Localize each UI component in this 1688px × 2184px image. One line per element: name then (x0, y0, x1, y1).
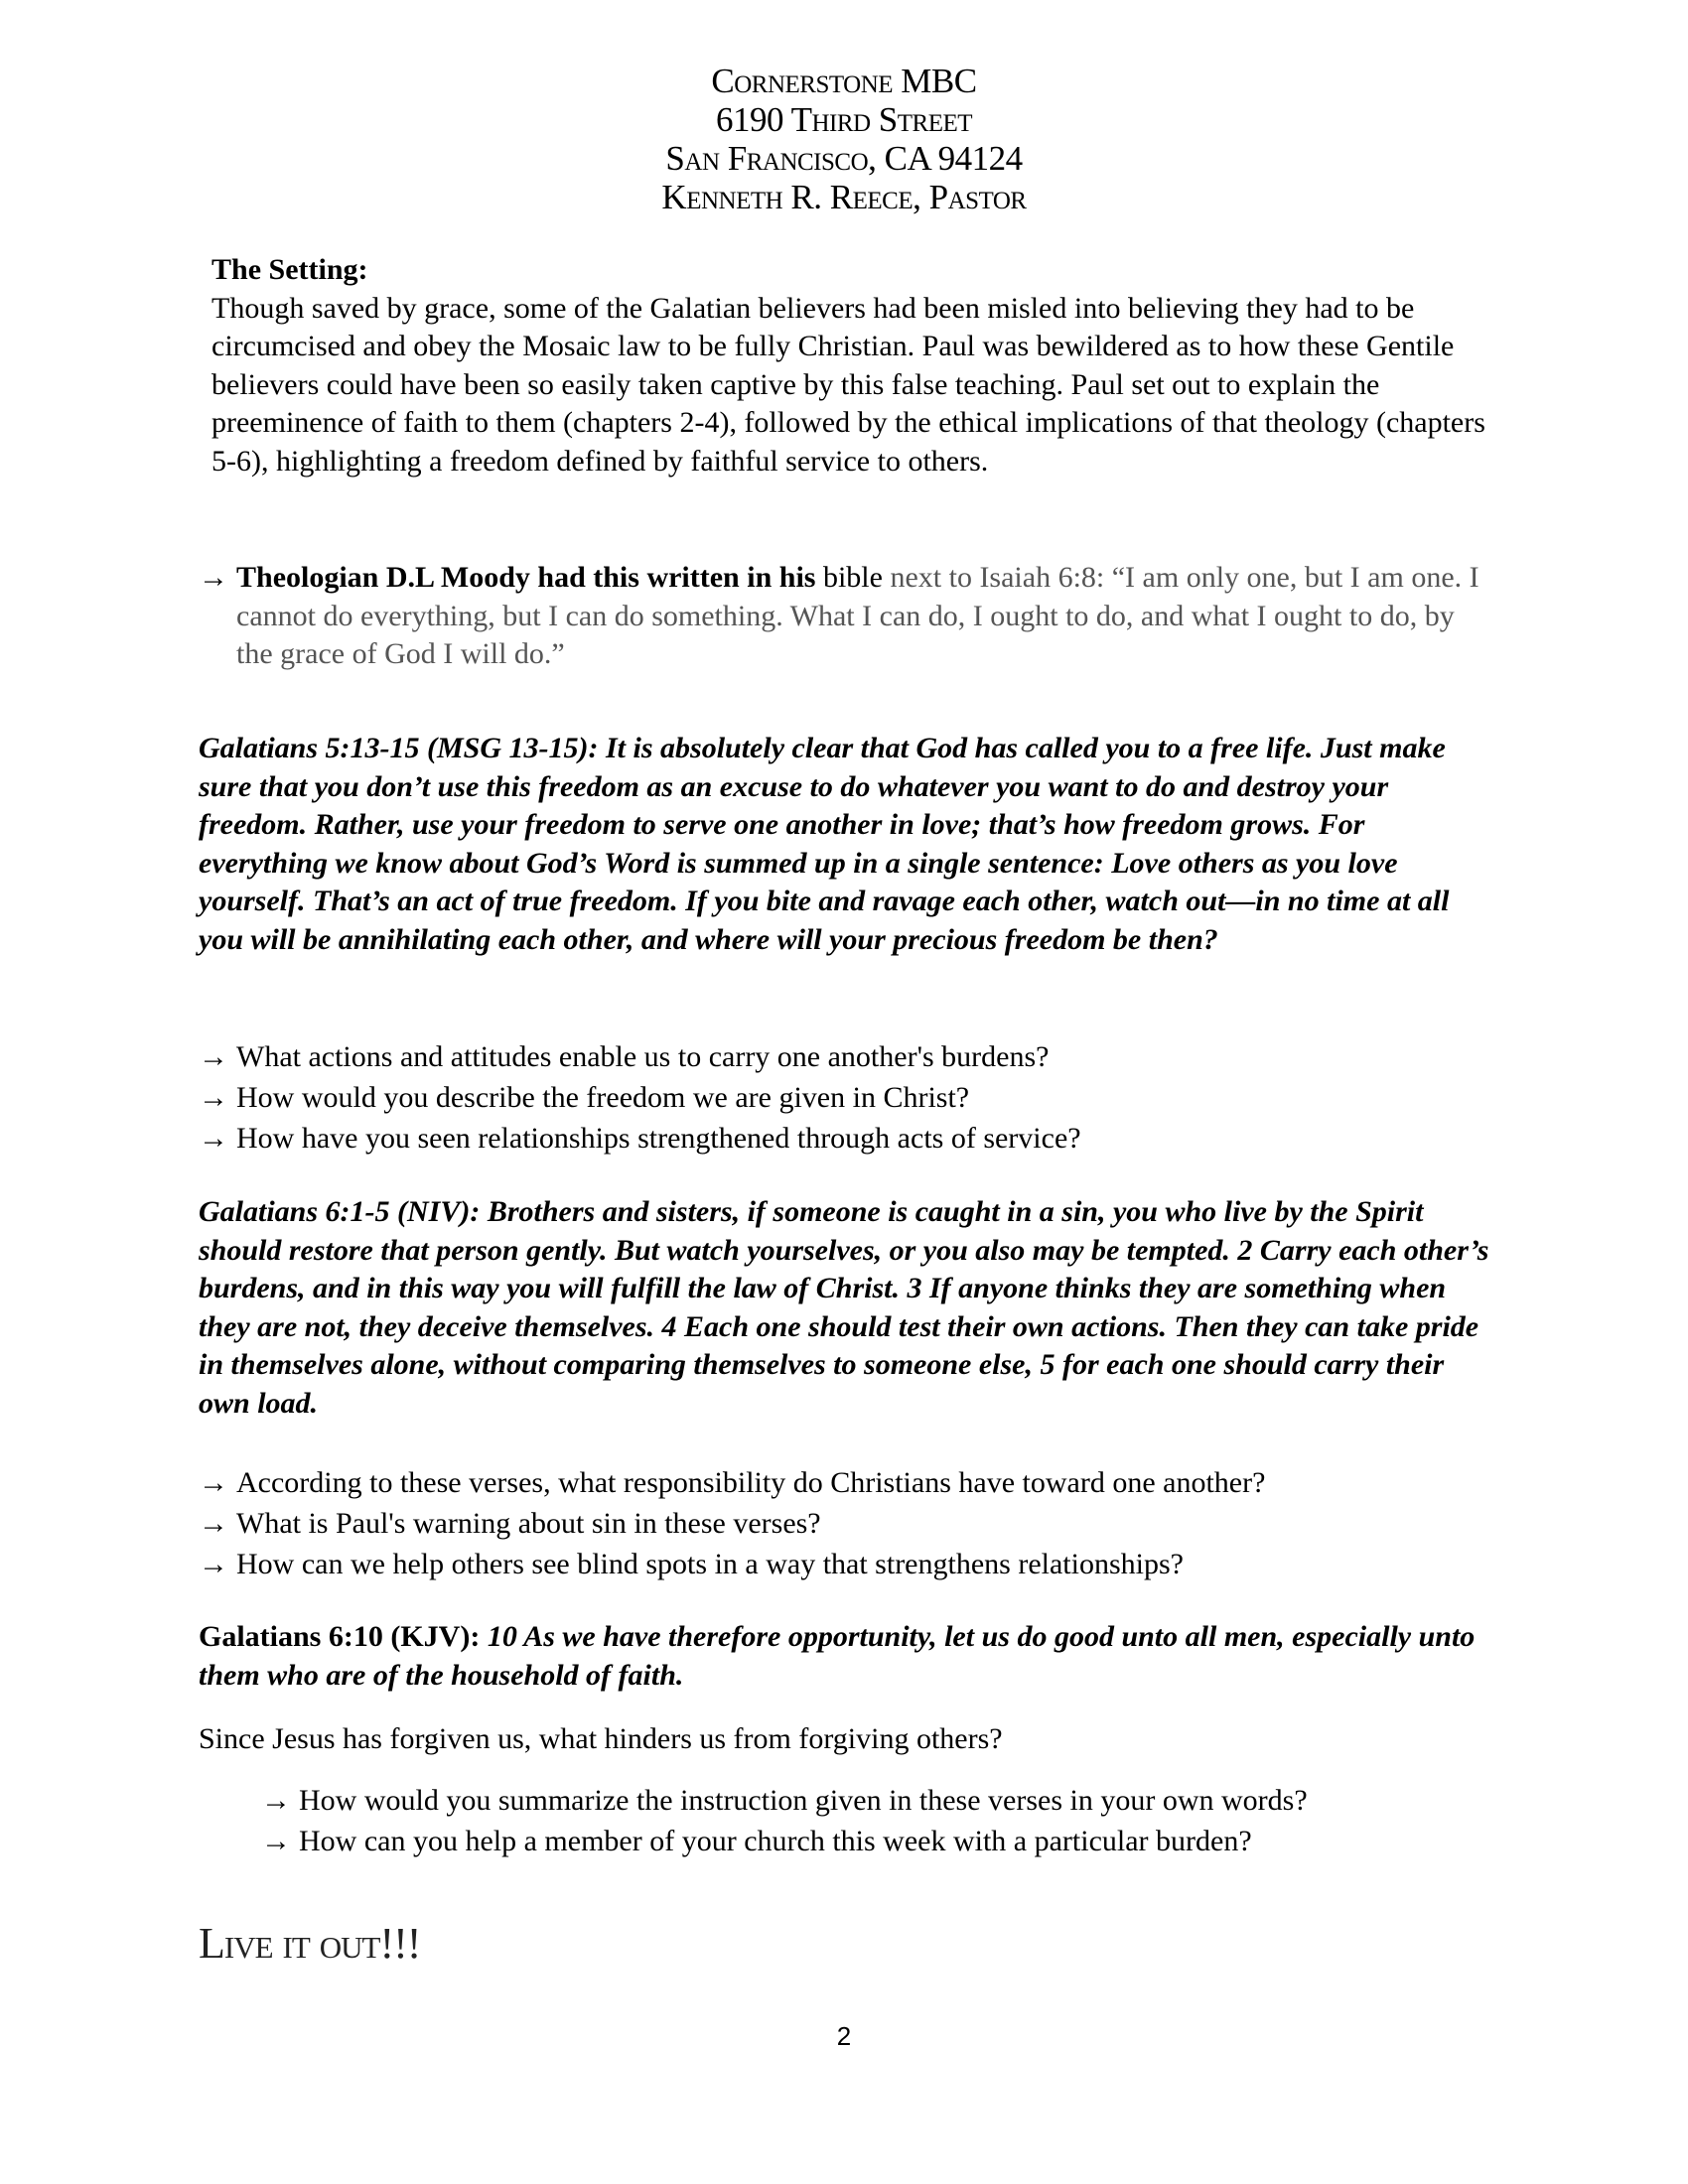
moody-quote-plain: bible (815, 561, 883, 594)
question-item (261, 1821, 1502, 1861)
church-pastor: Kenneth R. Reece, Pastor (661, 178, 1027, 216)
question-item (199, 1036, 1489, 1077)
moody-quote-text: next to Isaiah 6:8: “I am only one, but I am one. I cannot do everything, but I can do something. What I can do, I ought to do, and what I ought to do, by the grace of God I will do.” (236, 561, 1479, 670)
church-street: 6190 Third Street (715, 100, 973, 139)
galatians-6-10-text: 10 As we have therefore opportunity, let us do good unto all men, especially unto them who are of the household of faith. (199, 1620, 1476, 1692)
galatians-6-passage: Galatians 6:1-5 (NIV): Brothers and sisters, if someone is caught in a sin, you who live by the Spirit should restore that person gently. But watch yourselves, or you also may be tempted. 2 Carry each other’s burdens, and in this way you will fulfill the law of Christ. 3 If anyone thinks they are something when they are not, they deceive themselves. 4 Each one should test their own actions. Then they can take pride in themselves alone, without comparing themselves to someone else, 5 for each one should carry their own load. (199, 1195, 1489, 1420)
church-header (0, 62, 1688, 216)
question-text: How would you describe the freedom we are given in Christ? (236, 1081, 970, 1114)
setting-body: Though saved by grace, some of the Galatian believers had been misled into believing they had to be circumcised and obey the Mosaic law to be fully Christian. Paul was bewildered as to how these Gentile believers could have been so easily taken captive by this false teaching. Paul set out to explain the preeminence of faith to them (chapters 2-4), followed by the ethical implications of that theology (chapters 5-6), highlighting a freedom defined by faithful service to others. (211, 291, 1485, 478)
question-item (199, 1544, 1489, 1584)
question-text: How have you seen relationships strengthened through acts of service? (236, 1122, 1081, 1155)
live-it-out-heading: Live it out!!! (199, 1919, 421, 1968)
question-item (261, 1780, 1502, 1821)
arrow-icon: → (199, 1040, 228, 1073)
question-text: How can you help a member of your church this week with a particular burden? (299, 1825, 1252, 1857)
galatians-6-10-passage (199, 1618, 1499, 1695)
forgiveness-question: Since Jesus has forgiven us, what hinders us from forgiving others? (199, 1722, 1003, 1755)
page-number: 2 (836, 2021, 852, 2051)
moody-quote-bold: Theologian D.L Moody had this written in his (236, 561, 816, 594)
moody-quote-item (199, 559, 1489, 674)
question-list-1 (199, 1036, 1489, 1159)
question-text: What is Paul's warning about sin in these verses? (236, 1507, 821, 1540)
arrow-icon: → (199, 1122, 228, 1155)
question-item (199, 1118, 1489, 1159)
setting-section (211, 251, 1502, 480)
church-name: Cornerstone MBC (711, 62, 977, 100)
church-city: San Francisco, CA 94124 (665, 139, 1023, 178)
arrow-icon: → (199, 1466, 228, 1499)
arrow-icon: → (199, 1548, 228, 1580)
question-item (199, 1077, 1489, 1118)
arrow-icon: → (261, 1784, 291, 1817)
galatians-5-passage: Galatians 5:13-15 (MSG 13-15): It is absolutely clear that God has called you to a free life. Just make sure that you don’t use this freedom as an excuse to do whatever you want to do and destroy your freedom. Rather, use your freedom to serve one another in love; that’s how freedom grows. For everything we know about God’s Word is summed up in a single sentence: Love others as you love yourself. That’s an act of true freedom. If you bite and ravage each other, watch out—in no time at all you will be annihilating each other, and where will your precious freedom be then? (199, 732, 1450, 956)
galatians-6-10-reference: Galatians 6:10 (KJV): (199, 1620, 481, 1653)
question-item (199, 1462, 1489, 1503)
question-text: What actions and attitudes enable us to carry one another's burdens? (236, 1040, 1050, 1073)
question-list-3 (261, 1780, 1502, 1861)
arrow-icon: → (199, 1507, 228, 1540)
question-list-2 (199, 1462, 1489, 1584)
question-item (199, 1503, 1489, 1544)
question-text: How would you summarize the instruction given in these verses in your own words? (299, 1784, 1308, 1817)
arrow-icon: → (261, 1825, 291, 1857)
arrow-icon: → (199, 561, 228, 594)
moody-quote (199, 559, 1489, 674)
arrow-icon: → (199, 1081, 228, 1114)
question-text: How can we help others see blind spots in a way that strengthens relationships? (236, 1548, 1184, 1580)
question-text: According to these verses, what responsibility do Christians have toward one another? (236, 1466, 1266, 1499)
setting-heading: The Setting: (211, 253, 368, 286)
